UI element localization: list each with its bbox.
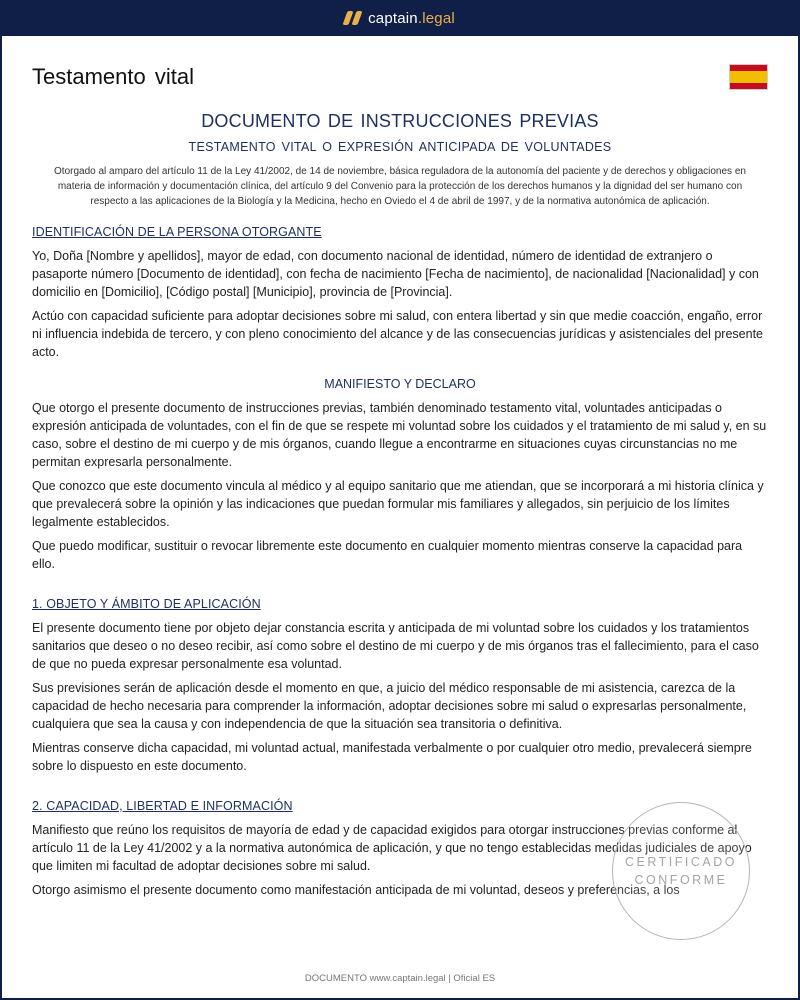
paragraph: Actúo con capacidad suficiente para adoptar decisiones sobre mi salud, con entera libertad y sin que medie coacción, engaño, error ni influencia indebida de tercero, y con pleno conocimiento del alcance y de las consecuencias jurídicas y asistenciales del presente acto. [32,309,763,359]
paragraph: El presente documento tiene por objeto dejar constancia escrita y anticipada de mi voluntad sobre los cuidados y los tratamientos sanitarios que deseo o no deseo recibir, así como sobre el destino de mi cuerpo y de mis órganos tras el fallecimiento, para el caso de que no pueda expresar personalmente esa voluntad. [32,621,759,671]
paragraph: Manifiesto que reúno los requisitos de mayoría de edad y de capacidad exigidos para otorgar instrucciones previas conforme al artículo 11 de la Ley 41/2002 y a la normativa autonómica de aplicación, y que no tengo establecidas medidas judiciales de apoyo que limiten mi facultad de adoptar decisiones sobre mi salud. [32,823,752,873]
certified-stamp [612,802,750,940]
brand-accent: .legal [417,9,455,27]
paragraph: Sus previsiones serán de aplicación desde el momento en que, a juicio del médico responsable de mi asistencia, carezca de la capacidad de hecho necesaria para comprender la información, adoptar decisiones sobre mi salud o expresarlas personalmente, cualquiera que sea la causa y con independencia de que la situación sea transitoria o definitiva. [32,681,747,731]
document-heading: DOCUMENTO DE INSTRUCCIONES PREVIAS [201,111,599,131]
spain-flag-icon [729,64,768,90]
stamp-line-2: CONFORME [634,873,728,887]
paragraph: Otorgo asimismo el presente documento como manifestación anticipada de mi voluntad, deseos y preferencias, a los [32,883,680,897]
paragraph: Yo, Doña [Nombre y apellidos], mayor de edad, con documento nacional de identidad, número de identidad de extranjero o pasaporte número [Documento de identidad], con fecha de nacimiento [Fecha de nacimiento], de nacionalidad [Nacionalidad] y con domicilio en [Domicilio], [Código postal] [Municipio], provincia de [Provincia]. [32,249,759,299]
paragraph: Que puedo modificar, sustituir o revocar libremente este documento en cualquier momento mientras conserve la capacidad para ello. [32,539,743,571]
slash-bars-icon [345,11,360,25]
document-header [32,62,768,98]
document-page [2,36,798,998]
paragraph: Que otorgo el presente documento de instrucciones previas, también denominado testamento vital, voluntades anticipadas o expresión anticipada de voluntades, con el fin de que se respete mi voluntad sobre los cuidados y el tratamiento de mi salud y, en su caso, sobre el destino de mi cuerpo y de mis órganos, cuando llegue a encontrarme en situaciones cuyas circunstancias no me permitan expresarla personalmente. [32,401,767,469]
page-footer: DOCUMENTO www.captain.legal | Oficial ES [2,970,798,984]
section-heading-objeto: 1. OBJETO Y ÁMBITO DE APLICACIÓN [32,597,261,611]
stamp-line-1: CERTIFICADO [625,855,737,869]
paragraph: Mientras conserve dicha capacidad, mi voluntad actual, manifestada verbalmente o por cualquier otro medio, prevalecerá siempre sobre lo dispuesto en este documento. [32,741,752,773]
legal-preamble: Otorgado al amparo del artículo 11 de la Ley 41/2002, de 14 de noviembre, básica reguladora de la autonomía del paciente y de derechos y obligaciones en materia de información y documentación clínica, del artículo 9 del Convenio para la protección de los derechos humanos y la dignidad del ser humano con respecto a las aplicaciones de la Biología y la Medicina, hecho en Oviedo el 4 de abril de 1997, y de la normativa autonómica de aplicación. [54,166,746,207]
brand-main: captain [368,9,418,27]
document-subheading: TESTAMENTO VITAL O EXPRESIÓN ANTICIPADA DE VOLUNTADES [188,140,612,154]
document-body [32,106,768,905]
section-heading-identification: IDENTIFICACIÓN DE LA PERSONA OTORGANTE [32,225,322,239]
document-title: Testamento vital [32,64,194,89]
section-heading-manifiesto: MANIFIESTO Y DECLARO [324,377,476,391]
brand-logo[interactable] [368,10,455,27]
section-heading-capacidad: 2. CAPACIDAD, LIBERTAD E INFORMACIÓN [32,799,293,813]
paragraph: Que conozco que este documento vincula al médico y al equipo sanitario que me atiendan, que se incorporará a mi historia clínica y que prevalecerá sobre la opinión y las indicaciones que puedan formular mis familiares y allegados, sin perjuicio de los límites legalmente establecidos. [32,479,764,529]
top-bar [0,0,800,36]
